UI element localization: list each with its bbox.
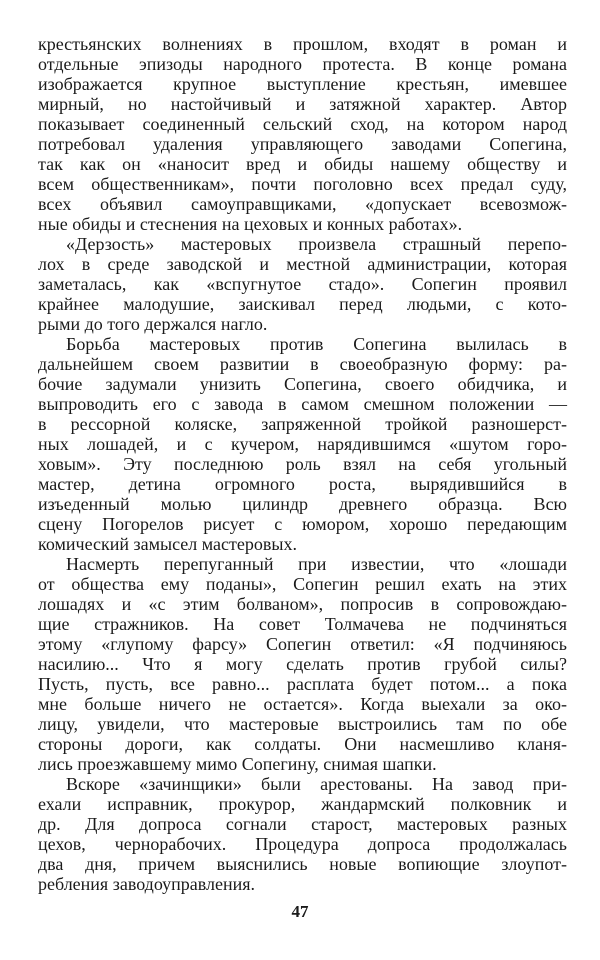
text-line: дальнейшем своем развитии в своеобразную форму: ра- bbox=[38, 354, 567, 374]
text-line: всех объявил самоуправщиками, «допускает всевозмож- bbox=[38, 194, 567, 214]
text-line: потребовал удаления управляющего заводами Сопегина, bbox=[38, 134, 567, 154]
text-line: Насмерть перепуганный при известии, что «лошади bbox=[66, 554, 567, 574]
text-line: бочие задумали унизить Сопегина, своего обидчика, и bbox=[38, 374, 567, 394]
text-line: лицу, увидели, что мастеровые выстроились там по обе bbox=[38, 714, 567, 734]
page-number: 47 bbox=[291, 902, 309, 921]
text-line: мастер, детина огромного роста, вырядившийся в bbox=[38, 474, 567, 494]
text-line: крестьянских волнениях в прошлом, входят в роман и bbox=[38, 34, 567, 54]
text-line: так как он «наносит вред и обиды нашему обществу и bbox=[38, 154, 567, 174]
page-body bbox=[38, 34, 567, 894]
text-line: ховым». Эту последнюю роль взял на себя угольный bbox=[38, 454, 567, 474]
paragraph bbox=[38, 34, 567, 234]
text-line: ных лошадей, и с кучером, нарядившимся «шутом горо- bbox=[38, 434, 567, 454]
text-line: лох в среде заводской и местной администрации, которая bbox=[38, 254, 567, 274]
text-line: заметалась, как «вспугнутое стадо». Сопегин проявил bbox=[38, 274, 567, 294]
text-line: «Дерзость» мастеровых произвела страшный перепо- bbox=[66, 234, 567, 254]
text-line: ребления заводоуправления. bbox=[38, 874, 256, 894]
text-line: насилию... Что я могу сделать против грубой силы? bbox=[38, 654, 567, 674]
text-line: изображается крупное выступление крестьян, имевшее bbox=[38, 74, 567, 94]
text-line: комический замысел мастеровых. bbox=[38, 534, 297, 554]
text-line: Пусть, пусть, все равно... расплата будет потом... а пока bbox=[38, 674, 567, 694]
text-line: щие стражников. На совет Толмачева не подчиняться bbox=[38, 614, 567, 634]
paragraph bbox=[38, 774, 567, 894]
text-line: крайнее малодушие, заискивал перед людьми, с кото- bbox=[38, 294, 567, 314]
text-line: мирный, но настойчивый и затяжной характер. Автор bbox=[38, 94, 567, 114]
text-line: мне больше ничего не остается». Когда выехали за око- bbox=[38, 694, 567, 714]
paragraph bbox=[38, 554, 567, 774]
text-line: всем общественникам», почти поголовно всех предал суду, bbox=[38, 174, 567, 194]
text-line: показывает соединенный сельский сход, на котором народ bbox=[38, 114, 567, 134]
text-line: отдельные эпизоды народного протеста. В конце романа bbox=[38, 54, 567, 74]
text-line: ехали исправник, прокурор, жандармский полковник и bbox=[38, 794, 567, 814]
text-line: выпроводить его с завода в самом смешном положении — bbox=[38, 394, 567, 414]
text-line: др. Для допроса согнали старост, мастеровых разных bbox=[38, 814, 567, 834]
text-line: сцену Погорелов рисует с юмором, хорошо передающим bbox=[38, 514, 567, 534]
text-line: рыми до того держался нагло. bbox=[38, 314, 268, 334]
text-line: лись проезжавшему мимо Сопегину, снимая шапки. bbox=[38, 754, 437, 774]
text-line: изъеденный молью цилиндр древнего образца. Всю bbox=[38, 494, 567, 514]
text-line: стороны дороги, как солдаты. Они насмешливо кланя- bbox=[38, 734, 567, 754]
text-line: цехов, чернорабочих. Процедура допроса продолжалась bbox=[38, 834, 567, 854]
text-line: Борьба мастеровых против Сопегина вылилась в bbox=[66, 334, 567, 354]
text-line: Вскоре «зачинщики» были арестованы. На завод при- bbox=[66, 774, 567, 794]
text-line: этому «глупому фарсу» Сопегин ответил: «Я подчиняюсь bbox=[38, 634, 567, 654]
text-line: ные обиды и стеснения на цеховых и конных работах». bbox=[38, 214, 463, 234]
paragraph bbox=[38, 334, 567, 554]
text-line: в рессорной коляске, запряженной тройкой разношерст- bbox=[38, 414, 567, 434]
text-line: лошадях и «с этим болваном», попросив в сопровождаю- bbox=[38, 594, 567, 614]
text-line: два дня, причем выяснились новые вопиющие злоупот- bbox=[38, 854, 567, 874]
text-line: от общества ему поданы», Сопегин решил ехать на этих bbox=[38, 574, 567, 594]
paragraph bbox=[38, 234, 567, 334]
